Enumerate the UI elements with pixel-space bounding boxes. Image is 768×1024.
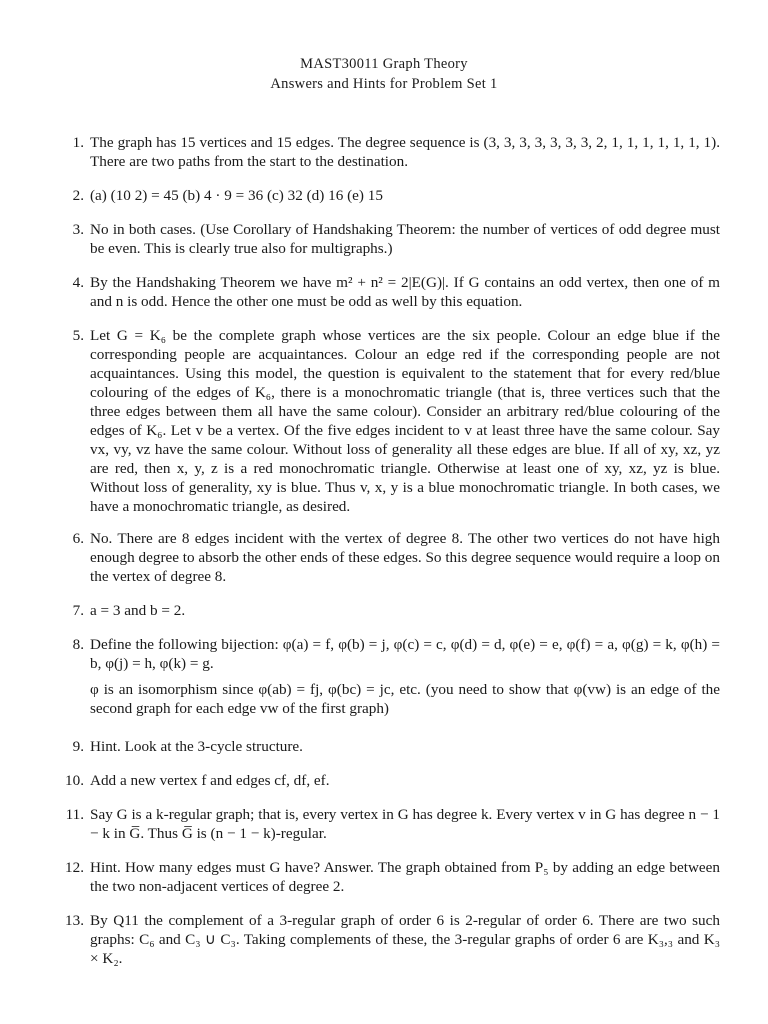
document-title: MAST30011 Graph Theory [300, 56, 468, 72]
answer-number: 1. [72, 134, 84, 151]
answer-text: Let G = K₆ be the complete graph whose vertices are the six people. Colour an edge blue if the corresponding people are acquaintances. Colour an edge red if the corresponding people are not acquaintances. Using this model, the question is equivalent to the statement that for every red/blue colouring of the edges of K₆, there is a monochromatic triangle (that is, three vertices such that the three edges between them all have the same colour). Consider an arbitrary red/blue colouring of the edges of K₆. Let v be a vertex. Of the five edges incident to v at least three have the same colour. Say vx, vy, vz have the same colour. Without loss of generality all these edges are blue. If all of xy, xz, yz are red, then x, y, z is a red monochromatic triangle. Otherwise at least one of xy, xz, yz is blue. Without loss of generality, xy is blue. Thus v, x, y is a blue monochromatic triangle. In both cases, we have a monochromatic triangle, as desired. [90, 327, 720, 515]
answer-text: Say G is a k-regular graph; that is, every vertex in G has degree k. Every vertex v in G has degree n − 1 − k in G̅. Thus G̅ is (n − 1 − k)-regular. [90, 806, 720, 842]
answer-number: 2. [72, 187, 84, 204]
answer-text: No. There are 8 edges incident with the vertex of degree 8. The other two vertices do not have high enough degree to absorb the other ends of these edges. So this degree sequence would require a loop on the vertex of degree 8. [90, 530, 720, 585]
answer-number: 9. [72, 738, 84, 755]
answer-number: 11. [65, 806, 84, 823]
answer-number: 12. [65, 859, 84, 876]
answer-text: Add a new vertex f and edges cf, df, ef. [90, 772, 330, 789]
answer-number: 6. [72, 530, 84, 547]
answer-number: 13. [65, 912, 84, 929]
answer-text: No in both cases. (Use Corollary of Handshaking Theorem: the number of vertices of odd degree must be even. This is clearly true also for multigraphs.) [90, 221, 720, 257]
answer-text: a = 3 and b = 2. [90, 602, 186, 619]
answer-text: Hint. How many edges must G have? Answer. The graph obtained from P₅ by adding an edge between the two non-adjacent vertices of degree 2. [90, 859, 720, 895]
document-subtitle: Answers and Hints for Problem Set 1 [270, 76, 498, 92]
answer-text: Hint. Look at the 3-cycle structure. [90, 738, 303, 755]
answer-text: By Q11 the complement of a 3-regular graph of order 6 is 2-regular of order 6. There are two such graphs: C₆ and C₃ ∪ C₃. Taking complements of these, the 3-regular graphs of order 6 are K₃,₃ and K₃ × K₂. [90, 912, 720, 967]
answer-number: 4. [72, 274, 84, 291]
answer-number: 8. [72, 636, 84, 653]
answer-text: Define the following bijection: φ(a) = f, φ(b) = j, φ(c) = c, φ(d) = d, φ(e) = e, φ(f) = a, φ(g) = k, φ(h) = b, φ(j) = h, φ(k) = g. φ is an isomorphism since φ(ab) = fj, φ(bc) = jc, etc. (you need to show that φ(vw) is an edge of the second graph for each edge vw of the first graph) [90, 636, 720, 717]
answer-number: 10. [65, 772, 84, 789]
answer-number: 3. [72, 221, 84, 238]
answer-text: (a) (10 2) = 45 (b) 4 · 9 = 36 (c) 32 (d) 16 (e) 15 [90, 187, 383, 204]
answer-text: The graph has 15 vertices and 15 edges. The degree sequence is (3, 3, 3, 3, 3, 3, 3, 2, 1, 1, 1, 1, 1, 1, 1). There are two paths from the start to the destination. [90, 134, 720, 170]
answer-text: By the Handshaking Theorem we have m² + n² = 2|E(G)|. If G contains an odd vertex, then one of m and n is odd. Hence the other one must be odd as well by this equation. [90, 274, 720, 310]
answer-number: 5. [72, 327, 84, 344]
answer-number: 7. [72, 602, 84, 619]
